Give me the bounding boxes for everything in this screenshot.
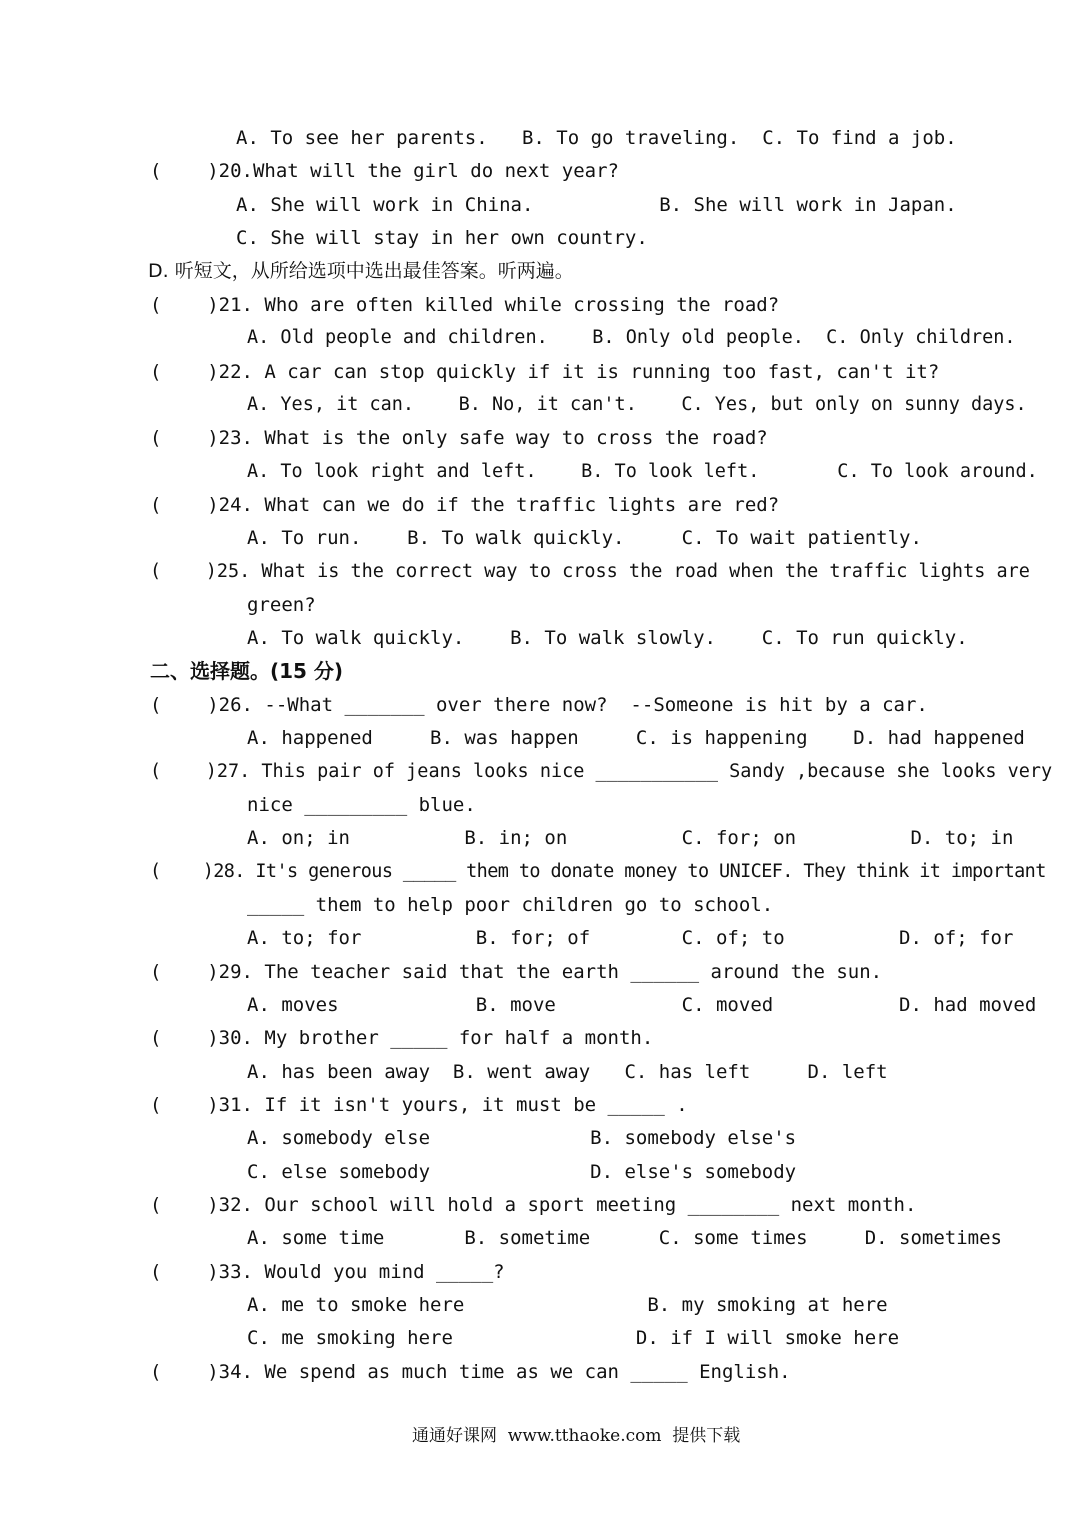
option-line-q25: A. To walk quickly. B. To walk slowly. C. To run quickly. xyxy=(247,627,968,649)
question-28: ( )28. It's generous _____ them to donate money to UNICEF. They think it important xyxy=(150,861,1046,882)
option-line-q20-1: A. She will work in China. B. She will work in Japan. xyxy=(236,194,957,216)
question-25: ( )25. What is the correct way to cross the road when the traffic lights are xyxy=(150,561,1030,582)
question-33: ( )33. Would you mind _____? xyxy=(150,1261,505,1283)
option-line-q22: A. Yes, it can. B. No, it can't. C. Yes, but only on sunny days. xyxy=(247,394,1027,415)
question-26: ( )26. --What _______ over there now? --Someone is hit by a car. xyxy=(150,694,928,716)
page-footer: 通通好课网 www.tthaoke.com 提供下载 xyxy=(412,1426,741,1446)
option-line-q27: A. on; in B. in; on C. for; on D. to; in xyxy=(247,827,1014,849)
question-23: ( )23. What is the only safe way to cross the road? xyxy=(150,427,768,449)
option-line-q20-2: C. She will stay in her own country. xyxy=(236,227,648,249)
question-30: ( )30. My brother _____ for half a month. xyxy=(150,1027,654,1049)
question-24: ( )24. What can we do if the traffic lights are red? xyxy=(150,494,780,516)
question-27: ( )27. This pair of jeans looks nice ___________ Sandy ,because she looks very xyxy=(150,761,1053,782)
section-2-heading: 二、选择题。(15 分) xyxy=(150,659,344,683)
option-line-q30: A. has been away B. went away C. has left D. left xyxy=(247,1061,888,1083)
option-line-q33-2: C. me smoking here D. if I will smoke here xyxy=(247,1327,900,1349)
section-d-instruction: D. 听短文，从所给选项中选出最佳答案。听两遍。 xyxy=(148,260,574,282)
question-31: ( )31. If it isn't yours, it must be _____ . xyxy=(150,1094,688,1116)
question-27-cont: nice _________ blue. xyxy=(247,794,476,816)
question-32: ( )32. Our school will hold a sport meeting ________ next month. xyxy=(150,1194,917,1216)
option-line-q24: A. To run. B. To walk quickly. C. To wait patiently. xyxy=(247,527,922,549)
question-25-cont: green? xyxy=(247,594,316,616)
option-line-q23: A. To look right and left. B. To look left. C. To look around. xyxy=(247,461,1038,482)
option-line-q32: A. some time B. sometime C. some times D. sometimes xyxy=(247,1227,1002,1249)
question-29: ( )29. The teacher said that the earth ______ around the sun. xyxy=(150,961,883,983)
question-21: ( )21. Who are often killed while crossing the road? xyxy=(150,294,780,316)
option-line-q21: A. Old people and children. B. Only old people. C. Only children. xyxy=(247,327,1016,348)
option-line-q31-2: C. else somebody D. else's somebody xyxy=(247,1161,797,1183)
question-28-cont: _____ them to help poor children go to school. xyxy=(247,894,774,916)
option-line-q31-1: A. somebody else B. somebody else's xyxy=(247,1127,797,1149)
option-line-q19: A. To see her parents. B. To go traveling. C. To find a job. xyxy=(236,127,957,149)
question-20: ( )20.What will the girl do next year? xyxy=(150,160,619,182)
question-34: ( )34. We spend as much time as we can _____ English. xyxy=(150,1361,791,1383)
option-line-q33-1: A. me to smoke here B. my smoking at here xyxy=(247,1294,888,1316)
option-line-q26: A. happened B. was happen C. is happening D. had happened xyxy=(247,727,1025,749)
option-line-q29: A. moves B. move C. moved D. had moved xyxy=(247,994,1037,1016)
question-22: ( )22. A car can stop quickly if it is running too fast, can't it? xyxy=(150,361,940,383)
option-line-q28: A. to; for B. for; of C. of; to D. of; for xyxy=(247,927,1014,949)
